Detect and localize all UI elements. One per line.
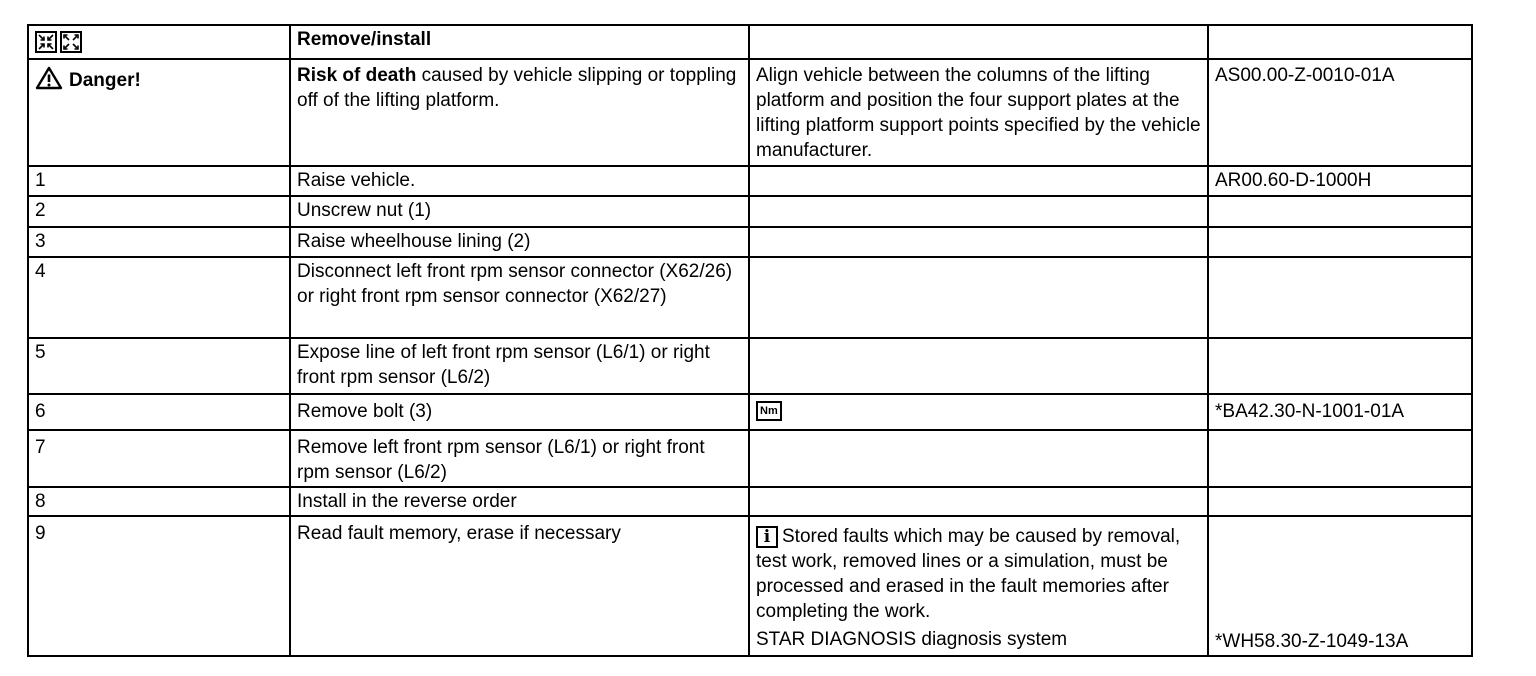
danger-label-cell: [28, 59, 290, 166]
step-row: [28, 166, 1472, 196]
step-number: 4: [28, 257, 290, 338]
step-text: Expose line of left front rpm sensor (L6/1) or right front rpm sensor (L6/2): [290, 338, 749, 394]
step-ref: [1208, 487, 1472, 516]
step-note: [749, 487, 1208, 516]
danger-risk-text: caused by vehicle slipping or toppling off of the lifting platform.: [297, 65, 737, 111]
step-ref: AR00.60-D-1000H: [1208, 166, 1472, 196]
header-row: [28, 25, 1472, 59]
step-number: 1: [28, 166, 290, 196]
danger-ref: AS00.00-Z-0010-01A: [1208, 59, 1472, 166]
step-row: [28, 196, 1472, 227]
step-number: 6: [28, 394, 290, 430]
step-row: [28, 338, 1472, 394]
step-ref: [1208, 430, 1472, 487]
step-row: [28, 430, 1472, 487]
step-ref: [1208, 257, 1472, 338]
step-ref-cell: [1208, 516, 1472, 656]
step-text: Remove left front rpm sensor (L6/1) or right front rpm sensor (L6/2): [290, 430, 749, 487]
header-col4: [1208, 25, 1472, 59]
danger-instruction: Align vehicle between the columns of the lifting platform and position the four support plates at the lifting platform support points specified by the vehicle manufacturer.: [749, 59, 1208, 166]
step-ref: *BA42.30-N-1001-01A: [1208, 394, 1472, 430]
step-text: Read fault memory, erase if necessary: [290, 516, 749, 656]
step-text: Raise vehicle.: [290, 166, 749, 196]
step-note: [749, 338, 1208, 394]
step-ref: [1208, 227, 1472, 257]
step-row: [28, 516, 1472, 656]
warning-triangle-icon: [35, 66, 63, 97]
header-icons-cell: [28, 25, 290, 59]
step-note-cell: [749, 394, 1208, 430]
torque-nm-icon: Nm: [756, 401, 782, 421]
step-text: Disconnect left front rpm sensor connector (X62/26) or right front rpm sensor connector (X62/27): [290, 257, 749, 338]
step-text: Install in the reverse order: [290, 487, 749, 516]
info-icon: i: [756, 526, 778, 548]
step-note: Stored faults which may be caused by removal, test work, removed lines or a simulation, must be processed and erased in the fault memories after completing the work.: [756, 526, 1181, 622]
step-row: [28, 257, 1472, 338]
step-number: 3: [28, 227, 290, 257]
step-number: 8: [28, 487, 290, 516]
arrows-in-icon: [35, 31, 57, 53]
step-number: 9: [28, 516, 290, 656]
procedure-table: [27, 24, 1473, 657]
step-row: [28, 227, 1472, 257]
step-text: Raise wheelhouse lining (2): [290, 227, 749, 257]
step-row: [28, 487, 1472, 516]
step-note-secondary: STAR DIAGNOSIS diagnosis system: [756, 629, 1068, 650]
header-title: Remove/install: [290, 25, 749, 59]
step-ref: [1208, 338, 1472, 394]
step-number: 2: [28, 196, 290, 227]
step-ref: *WH58.30-Z-1049-13A: [1215, 631, 1409, 652]
danger-label: Danger!: [69, 70, 141, 91]
step-ref: [1208, 196, 1472, 227]
danger-risk-cell: [290, 59, 749, 166]
step-note: [749, 430, 1208, 487]
step-number: 7: [28, 430, 290, 487]
arrows-out-icon: [60, 31, 82, 53]
step-row: [28, 394, 1472, 430]
danger-row: [28, 59, 1472, 166]
step-text: Remove bolt (3): [290, 394, 749, 430]
procedure-sheet: [27, 24, 1473, 657]
step-note: [749, 227, 1208, 257]
step-note: [749, 166, 1208, 196]
step-note: [749, 257, 1208, 338]
header-col3: [749, 25, 1208, 59]
step-note: [749, 196, 1208, 227]
step-text: Unscrew nut (1): [290, 196, 749, 227]
step-number: 5: [28, 338, 290, 394]
danger-risk-bold: Risk of death: [297, 65, 417, 86]
step-note-cell: [749, 516, 1208, 656]
